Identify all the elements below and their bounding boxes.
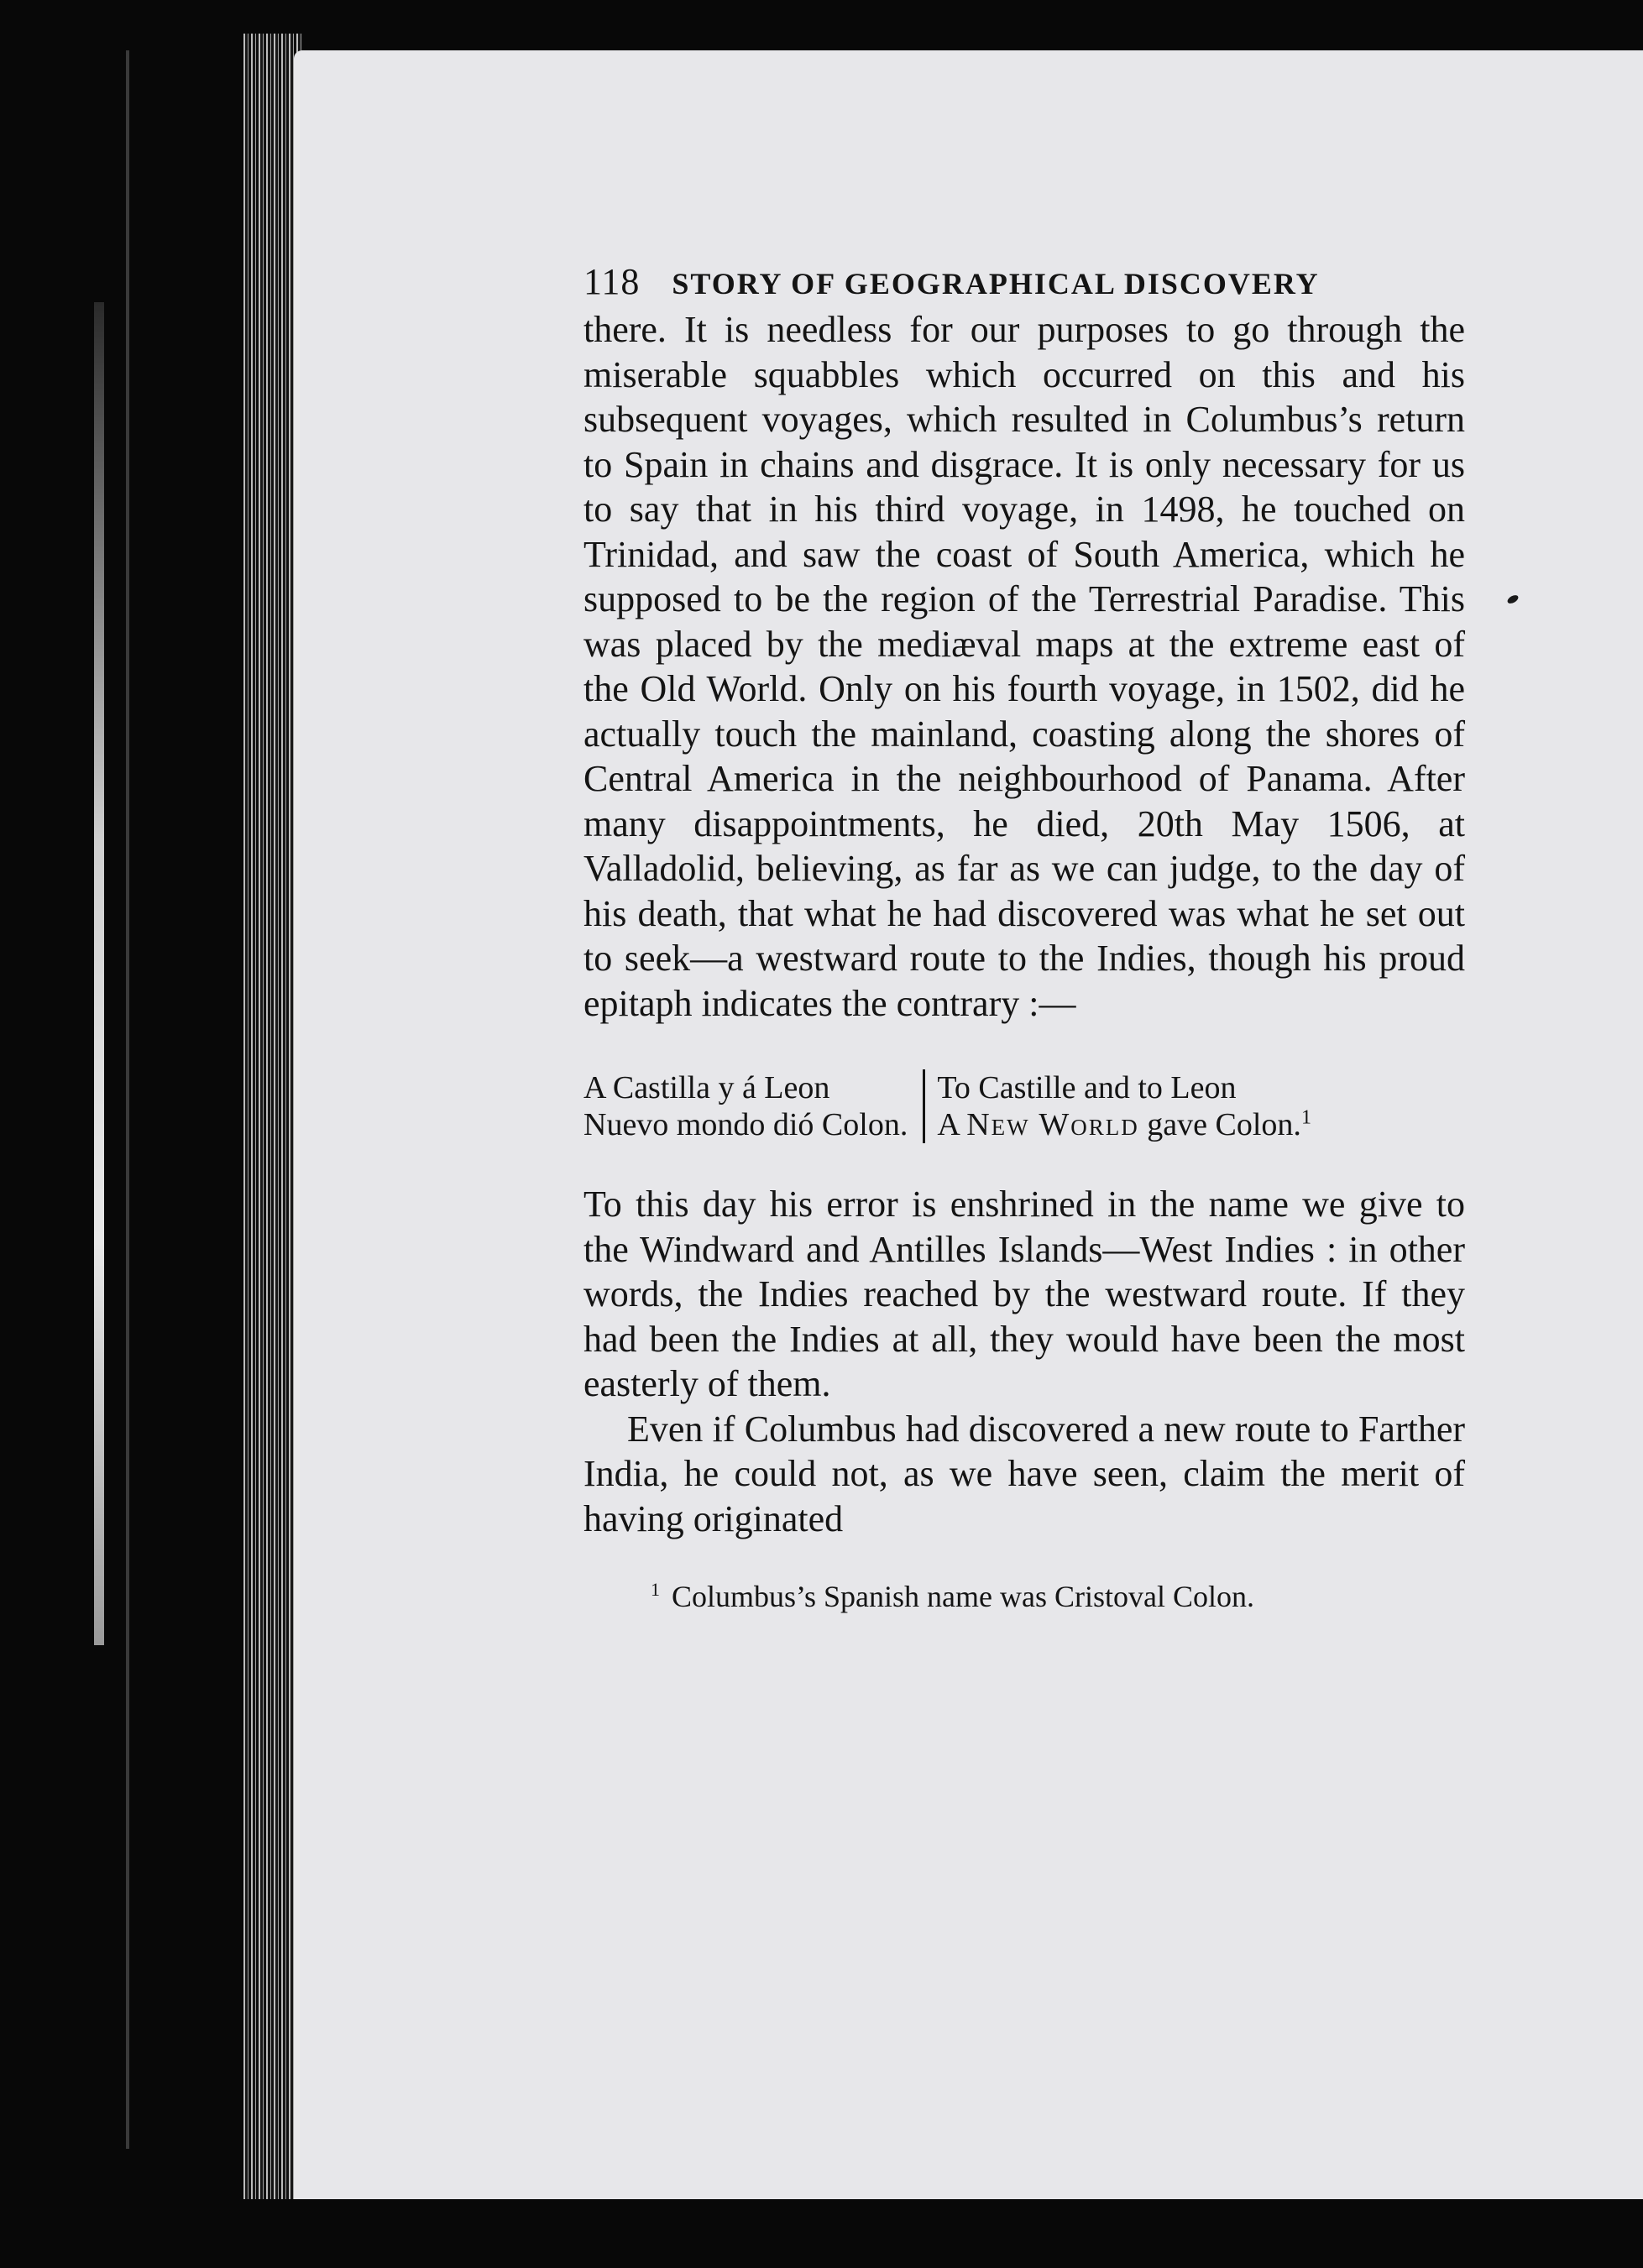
epitaph-new-world: New World [966, 1107, 1139, 1142]
footnote-reference: 1 [1300, 1106, 1311, 1129]
epitaph-english [923, 1069, 1326, 1143]
epitaph-spanish-line-2: Nuevo mondo dió Colon. [583, 1107, 908, 1142]
footnote [583, 1578, 1465, 1615]
epitaph-english-suffix: gave Colon. [1147, 1107, 1301, 1142]
epitaph-english-line-2 [937, 1106, 1311, 1143]
page-header [583, 260, 1465, 302]
epitaph [583, 1069, 1465, 1143]
paragraph-3: Even if Columbus had discovered a new route to Farther India, he could not, as we have seen, claim the merit of having originated [583, 1408, 1465, 1539]
epitaph-english-line-1: To Castille and to Leon [937, 1070, 1237, 1105]
book-page [294, 50, 1643, 2199]
scan-speck [1506, 593, 1520, 605]
page-edge-highlight [94, 302, 104, 1645]
epitaph-spanish-line-1: A Castilla y á Leon [583, 1070, 830, 1105]
paragraph-2: To this day his error is enshrined in the name we give to the Windward and Antilles Islands—West Indies : in other words, the Indies reached by the westward route. If they had been the Indies at all, they would have been the most easterly of them. [583, 1184, 1465, 1404]
footnote-marker: 1 [651, 1579, 660, 1600]
footnote-text: Columbus’s Spanish name was Cristoval Colon. [672, 1580, 1255, 1613]
paragraph-1: there. It is needless for our purposes to go through the miserable squabbles which occurred on this and his subsequent voyages, which resulted in Columbus’s return to Spain in chains and disgrace. It is only necessary for us to say that in his third voyage, in 1498, he touched on Trinidad, and saw the coast of South America, which he supposed to be the region of the Terrestrial Paradise. This was placed by the mediæval maps at the extreme east of the Old World. Only on his fourth voyage, in 1502, did he actually touch the mainland, coasting along the shores of Central America in the neighbourhood of Panama. After many disappointments, he died, 20th May 1506, at Valladolid, believing, as far as we can judge, to the day of his death, that what he had discovered was what he set out to seek—a westward route to the Indies, though his proud epitaph indicates the contrary :— [583, 309, 1465, 1024]
page-content [583, 260, 1465, 1615]
page-number: 118 [583, 261, 641, 302]
epitaph-spanish [583, 1069, 923, 1143]
book-spine-line [126, 50, 129, 2149]
body-text [583, 307, 1465, 1541]
epitaph-english-prefix: A [937, 1107, 959, 1142]
running-head: STORY OF GEOGRAPHICAL DISCOVERY [672, 267, 1320, 300]
